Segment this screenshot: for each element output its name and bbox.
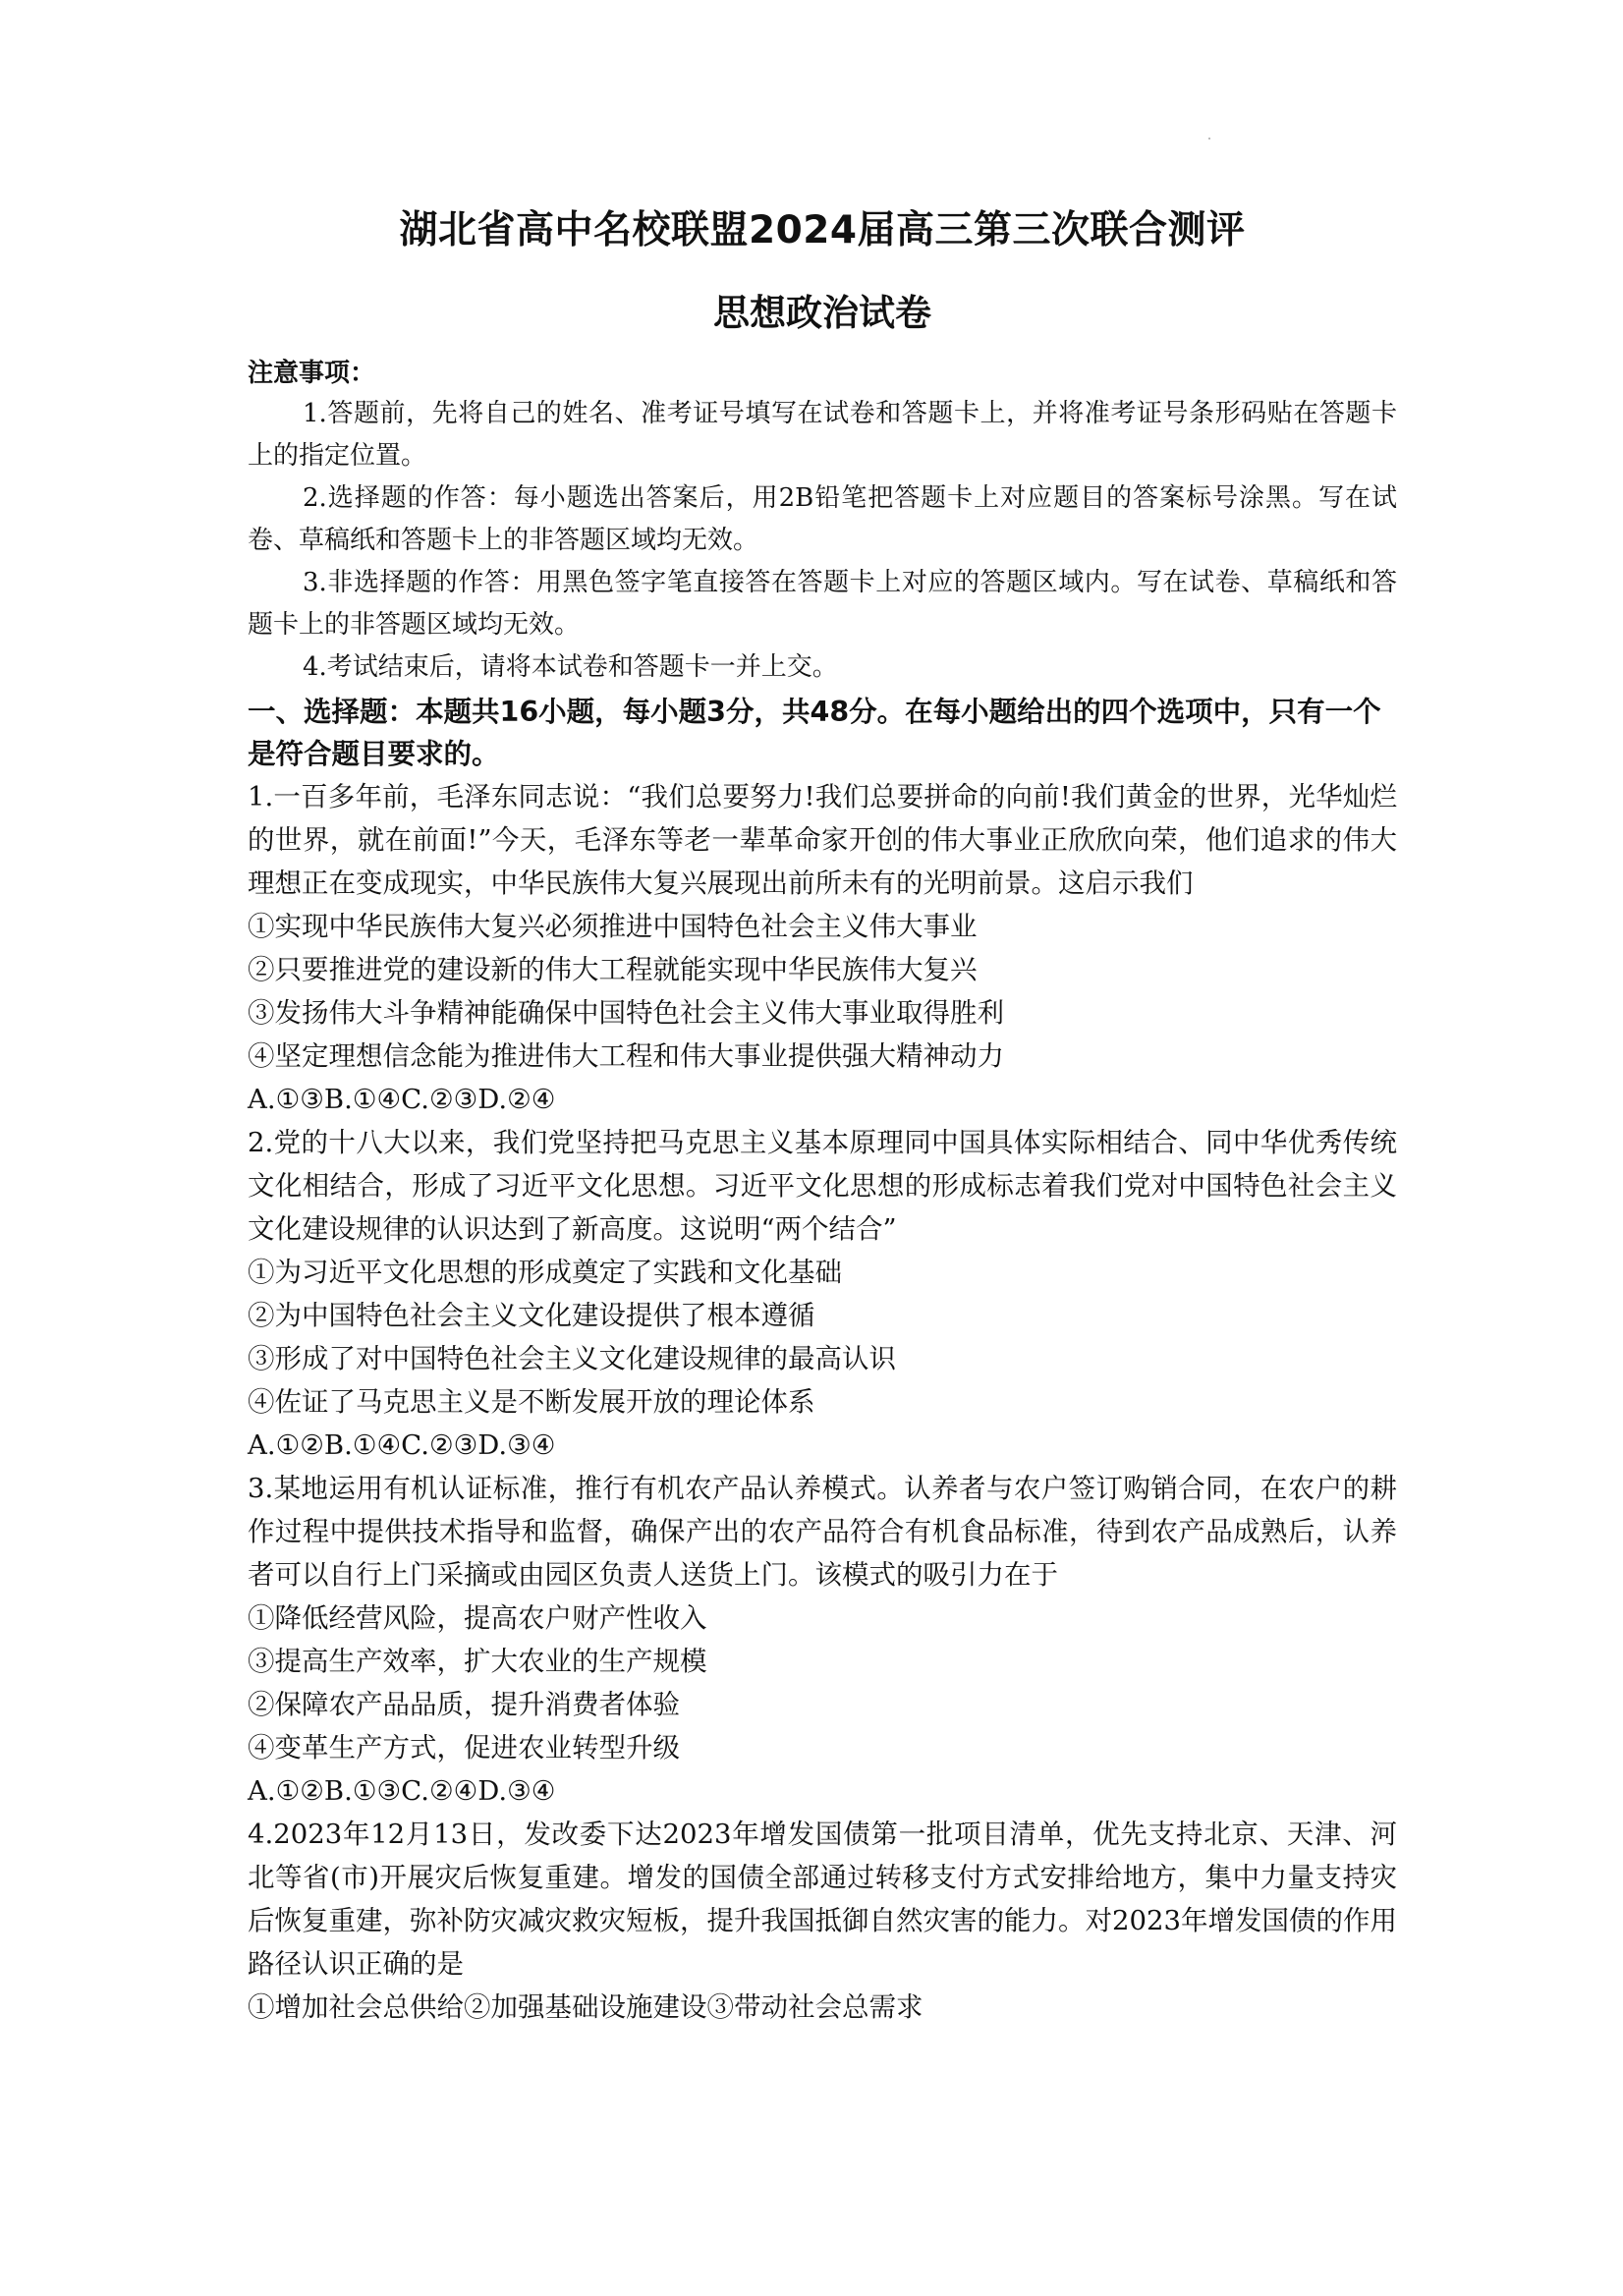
question-statement: ②为中国特色社会主义文化建设提供了根本遵循 [248, 1300, 815, 1331]
question-stem: 2.党的十八大以来，我们党坚持把马克思主义基本原理同中国具体实际相结合、同中华优秀传统文化相结合，形成了习近平文化思想。习近平文化思想的形成标志着我们党对中国特色社会主义文化建设规律的认识达到了新高度。这说明“两个结合” [248, 1127, 1397, 1245]
section-heading-choice: 一、选择题：本题共16小题，每小题3分，共48分。在每小题给出的四个选项中，只有一个是符合题目要求的。 [248, 696, 1381, 770]
notice-item-1: 1.答题前，先将自己的姓名、准考证号填写在试卷和答题卡上，并将准考证号条形码贴在答题卡上的指定位置。 [248, 399, 1397, 471]
question-statement: ①增加社会总供给②加强基础设施建设③带动社会总需求 [248, 1991, 923, 2023]
notice-item-4: 4.考试结束后，请将本试卷和答题卡一并上交。 [303, 652, 838, 682]
question-statement: ①为习近平文化思想的形成奠定了实践和文化基础 [248, 1257, 842, 1288]
exam-page [248, 206, 1397, 2029]
question-statement: ①实现中华民族伟大复兴必须推进中国特色社会主义伟大事业 [248, 911, 978, 942]
notice-section [248, 354, 1397, 689]
question-statement: ③发扬伟大斗争精神能确保中国特色社会主义伟大事业取得胜利 [248, 997, 1004, 1029]
question-statement: ①降低经营风险，提高农户财产性收入 [248, 1602, 707, 1634]
question-statement: ④坚定理想信念能为推进伟大工程和伟大事业提供强大精神动力 [248, 1040, 1004, 1072]
question-1 [248, 775, 1397, 1121]
answer-choices: A.①②B.①④C.②③D.③④ [248, 1429, 556, 1461]
exam-title: 湖北省高中名校联盟2024届高三第三次联合测评 [399, 208, 1246, 252]
exam-subtitle: 思想政治试卷 [713, 292, 931, 334]
scan-speck [1208, 138, 1210, 140]
question-statement: ②保障农产品品质，提升消费者体验 [248, 1689, 680, 1720]
question-4 [248, 1813, 1397, 2029]
answer-choices: A.①③B.①④C.②③D.②④ [248, 1084, 556, 1115]
question-stem: 3.某地运用有机认证标准，推行有机农产品认养模式。认养者与农户签订购销合同，在农户的耕作过程中提供技术指导和监督，确保产出的农产品符合有机食品标准，待到农产品成熟后，认养者可以自行上门采摘或由园区负责人送货上门。该模式的吸引力在于 [248, 1473, 1397, 1591]
question-statement: ③形成了对中国特色社会主义文化建设规律的最高认识 [248, 1343, 896, 1374]
question-stem: 1.一百多年前，毛泽东同志说：“我们总要努力!我们总要拼命的向前!我们黄金的世界，光华灿烂的世界，就在前面!”今天，毛泽东等老一辈革命家开创的伟大事业正欣欣向荣，他们追求的伟大理想正在变成现实，中华民族伟大复兴展现出前所未有的光明前景。这启示我们 [248, 781, 1397, 899]
answer-choices: A.①②B.①③C.②④D.③④ [248, 1775, 556, 1807]
question-statement: ④佐证了马克思主义是不断发展开放的理论体系 [248, 1386, 815, 1418]
notice-heading: 注意事项： [248, 359, 376, 388]
notice-item-3: 3.非选择题的作答：用黑色签字笔直接答在答题卡上对应的答题区域内。写在试卷、草稿纸和答题卡上的非答题区域均无效。 [248, 568, 1397, 640]
question-statement: ③提高生产效率，扩大农业的生产规模 [248, 1646, 707, 1677]
question-statement: ④变革生产方式，促进农业转型升级 [248, 1732, 680, 1764]
question-stem: 4.2023年12月13日，发改委下达2023年增发国债第一批项目清单，优先支持北京、天津、河北等省(市)开展灾后恢复重建。增发的国债全部通过转移支付方式安排给地方，集中力量支持灾后恢复重建，弥补防灾减灾救灾短板，提升我国抵御自然灾害的能力。对2023年增发国债的作用路径认识正确的是 [248, 1819, 1397, 1980]
notice-item-2: 2.选择题的作答：每小题选出答案后，用2B铅笔把答题卡上对应题目的答案标号涂黑。写在试卷、草稿纸和答题卡上的非答题区域均无效。 [248, 483, 1397, 555]
question-2 [248, 1121, 1397, 1467]
question-statement: ②只要推进党的建设新的伟大工程就能实现中华民族伟大复兴 [248, 954, 978, 985]
question-3 [248, 1467, 1397, 1813]
